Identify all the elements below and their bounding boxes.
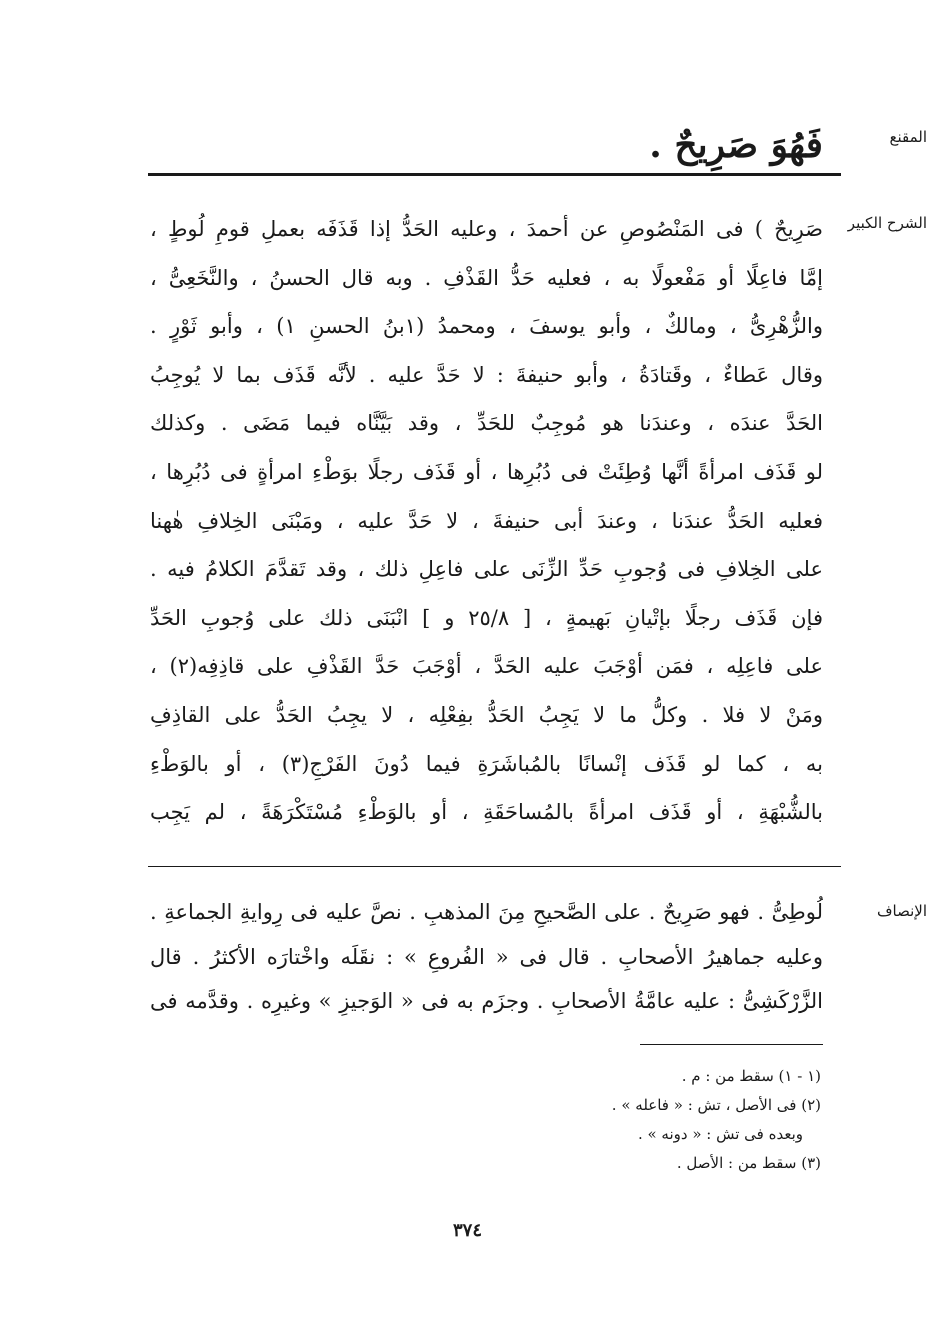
footnote: وبعده فى تش : « دونه » . bbox=[637, 1125, 803, 1143]
label-muqni: المقنع bbox=[889, 128, 927, 146]
sharh-line: ومَنْ لا فلا . وكلُّ ما لا يَجِبُ الحَدُّ بفِعْلِه ، لا يجِبُ الحَدُّ على القاذِفِ bbox=[150, 702, 823, 727]
sharh-line: على فاعِلِه ، فمَن أوْجَبَ عليه الحَدَّ ، أوْجَبَ حَدَّ القَذْفِ على قاذِفِه(٢) ، bbox=[150, 654, 823, 679]
insaf-line: وعليه جماهيرُ الأصحابِ . قال فى « الفُروعِ » : نقَلَه واخْتارَه الأكثرُ . قال bbox=[150, 944, 823, 969]
sharh-line: فإن قَذَف رجلًا بإتْيانِ بَهيمةٍ ، [ ٢٥/٨ و ] انْبَنَى ذلك على وُجوبِ الحَدِّ bbox=[150, 605, 823, 630]
sharh-text-block bbox=[150, 205, 823, 837]
sharh-line: على الخِلافِ فى وُجوبِ حَدِّ الزِّنَى على فاعِلِ ذلك ، وقد تَقدَّمَ الكلامُ فيه . bbox=[150, 557, 823, 582]
label-sharh: الشرح الكبير bbox=[847, 214, 927, 232]
label-insaf: الإنصاف bbox=[876, 902, 927, 920]
sharh-line: إمَّا فاعِلًا أو مَفْعولًا به ، فعليه حَدُّ القَذْفِ . وبه قال الحسنُ ، والنَّخَعِىُّ ، bbox=[150, 265, 823, 290]
insaf-text-block bbox=[150, 890, 823, 1024]
sharh-line: به ، كما لو قَذَف إنْسانًا بالمُباشَرَةِ فيما دُونَ الفَرْجِ(٣) ، أو بالوَطْءِ bbox=[150, 751, 823, 776]
footnote-rule bbox=[640, 1044, 823, 1045]
sharh-line: والزُّهْرِىُّ ، ومالكٌ ، وأبو يوسفَ ، ومحمدُ (١بنُ الحسنِ ١) ، وأبو ثَوْرٍ . bbox=[150, 314, 823, 339]
sharh-line: صَرِيحٌ ) فى المَنْصُوصِ عن أحمدَ ، وعليه الحَدُّ إذا قَذَفَه بعملِ قومِ لُوطٍ ، bbox=[150, 217, 823, 241]
insaf-line: لُوطِىُّ . فهو صَرِيحٌ . على الصَّحيحِ مِنَ المذهبِ . نصَّ عليه فى رِوايةِ الجماعةِ . bbox=[150, 900, 823, 924]
sharh-line: لو قَذَف امرأةً أنَّها وُطِئَتْ فى دُبُرِها ، أو قَذَف رجلًا بوَطْءِ امرأةٍ فى دُبُرِها ، bbox=[150, 459, 823, 484]
muqni-text: فَهُوَ صَرِيحٌ . bbox=[649, 124, 823, 166]
sharh-line: فعليه الحَدُّ عندَنا ، وعندَ أبى حنيفةَ ، لا حَدَّ عليه ، ومَبْنَى الخِلافِ هٰهنا bbox=[150, 508, 823, 533]
insaf-line: الزَّرْكَشِىُّ : عليه عامَّةُ الأصحابِ . وجزَم به فى « الوَجيزِ » وغيرِه . وقدَّمه فى bbox=[150, 989, 823, 1013]
footnote: (٢) فى الأصل ، تش : « فاعله » . bbox=[611, 1096, 821, 1114]
footnote: (٣) سقط من : الأصل . bbox=[676, 1154, 821, 1172]
sharh-line: بالشُّبْهَةِ ، أو قَذَف امرأةً بالمُساحَقَةِ ، أو بالوَطْءِ مُسْتَكْرَهَةً ، لم يَجِب bbox=[150, 800, 823, 825]
footnote: (١ - ١) سقط من : م . bbox=[681, 1067, 821, 1085]
header-rule bbox=[148, 173, 841, 176]
sharh-line: الحَدَّ عندَه ، وعندَنا هو مُوجِبٌ للحَدِّ ، وقد بَيَّنَّاه فيما مَضَى . وكذلك bbox=[150, 411, 823, 436]
sharh-line: وقال عَطاءٌ ، وقَتادَةُ ، وأبو حنيفةَ : لا حَدَّ عليه . لأنَّه قَذَف بما لا يُوجِبُ bbox=[150, 362, 823, 387]
footnotes bbox=[401, 1062, 821, 1178]
section-divider bbox=[148, 866, 841, 867]
page-number: ٣٧٤ bbox=[452, 1220, 482, 1241]
